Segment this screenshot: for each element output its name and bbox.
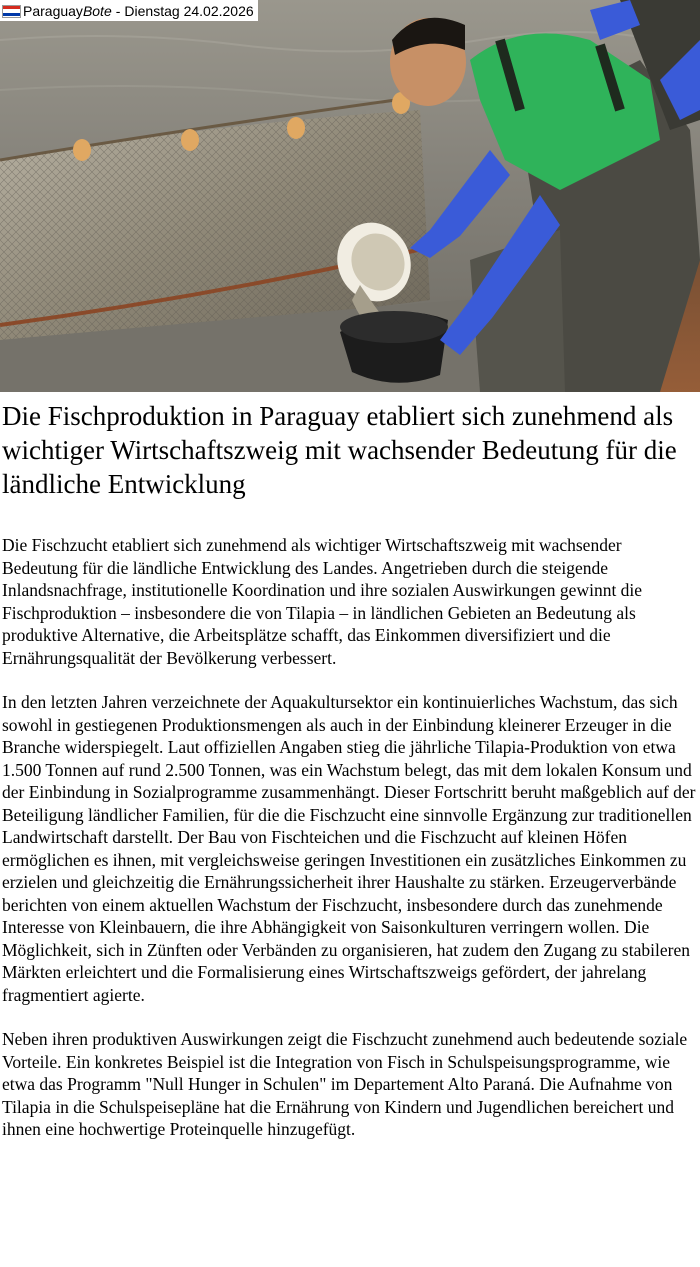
article-body — [2, 534, 696, 1163]
article-paragraph: Neben ihren produktiven Auswirkungen zeigt die Fischzucht zunehmend auch bedeutende soziale Vorteile. Ein konkretes Beispiel ist die Integration von Fisch in Schulspeisungsprogramme, wie etwa das Programm "Null Hunger in Schulen" im Departement Alto Paraná. Die Aufnahme von Tilapia in die Schulspeisepläne hat die Ernährung von Kindern und Jugendlichen bereichert und ihnen eine hochwertige Proteinquelle hinzugefügt. — [2, 1029, 688, 1139]
photo-fish-harvest-icon — [0, 0, 700, 392]
article-paragraph: Die Fischzucht etabliert sich zunehmend als wichtiger Wirtschaftszweig mit wachsender Bedeutung für die ländliche Entwicklung des Landes. Angetrieben durch die steigende Inlandsnachfrage, institutionelle Koordination und ihre sozialen Auswirkungen gewinnt die Fischproduktion – insbesondere die von Tilapia – in ländlichen Gebieten an Bedeutung als produktive Alternative, die Arbeitsplätze schafft, das Einkommen diversifiziert und die Ernährungsqualität der Bevölkerung verbessert. — [2, 535, 643, 668]
brand-separator: - — [115, 3, 121, 19]
brand-name-part1: Paraguay — [23, 3, 83, 19]
site-brand[interactable] — [0, 0, 258, 21]
brand-name-part2: Bote — [82, 3, 112, 19]
hero-image — [0, 0, 700, 392]
article-headline: Die Fischproduktion in Paraguay etabliert sich zunehmend als wichtiger Wirtschaftszweig mit wachsender Bedeutung für die ländliche Entwicklung — [2, 401, 677, 499]
paraguay-flag-icon — [2, 5, 21, 18]
publication-date: Dienstag 24.02.2026 — [124, 3, 254, 19]
article-paragraph: In den letzten Jahren verzeichnete der Aquakultursektor ein kontinuierliches Wachstum, das sich sowohl in gestiegenen Produktionsmengen als auch in der Einbindung kleinerer Erzeuger in die Branche widerspiegelt. Laut offiziellen Angaben stieg die jährliche Tilapia-Produktion von etwa 1.500 Tonnen auf rund 2.500 Tonnen, was ein Wachstum belegt, das mit dem lokalen Konsum und der Einbindung in Sozialprogramme zusammenhängt. Dieser Fortschritt beruht maßgeblich auf der Beteiligung ländlicher Familien, für die die Fischzucht eine sinnvolle Ergänzung zur traditionellen Landwirtschaft darstellt. Der Bau von Fischteichen und die Fischzucht auf kleinen Höfen ermöglichen es ihnen, mit vergleichsweise geringen Investitionen ein zusätzliches Einkommen zu erzielen und gleichzeitig die Ernährungssicherheit ihrer Haushalte zu stärken. Erzeugerverbände berichten von einem aktuellen Wachstum der Fischzucht, insbesondere durch das zunehmende Interesse von Kleinbauern, die ihre Abhängigkeit von Saisonkulturen verringern wollen. Die Möglichkeit, sich in Zünften oder Verbänden zu organisieren, hat zudem den Zugang zu stabileren Märkten erleichtert und die Formalisierung eines Wirtschaftszweigs gefördert, der jahrelang fragmentiert agierte. — [2, 692, 696, 1005]
